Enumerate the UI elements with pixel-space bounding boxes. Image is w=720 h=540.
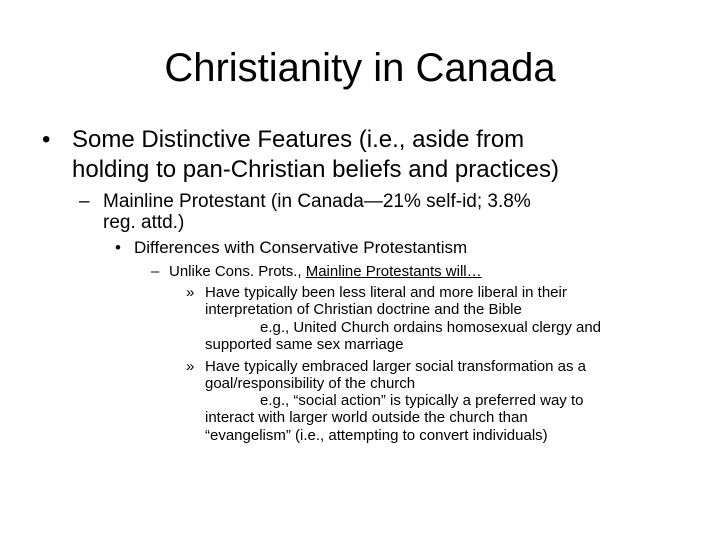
level2-line2: reg. attd.) bbox=[103, 212, 185, 233]
level4-line1 bbox=[169, 263, 482, 281]
level1-line1: Some Distinctive Features (i.e., aside from bbox=[72, 126, 525, 153]
level4-underlined: Mainline Protestants will… bbox=[305, 263, 482, 280]
level5a-line2: interpretation of Christian doctrine and the Bible bbox=[205, 301, 522, 318]
bullet-level4: – bbox=[151, 263, 160, 280]
level5b-line2: goal/responsibility of the church bbox=[205, 375, 416, 392]
level5b-line3: e.g., “social action” is typically a preferred way to bbox=[260, 392, 584, 409]
level5b-line5: “evangelism” (i.e., attempting to convert individuals) bbox=[205, 427, 548, 444]
level2-line1: Mainline Protestant (in Canada—21% self-id; 3.8% bbox=[103, 191, 531, 212]
bullet-level5b: » bbox=[186, 358, 195, 375]
level5a-line3: e.g., United Church ordains homosexual clergy and bbox=[260, 319, 602, 336]
level4-prefix: Unlike Cons. Prots., bbox=[169, 263, 306, 280]
slide-title: Christianity in Canada bbox=[164, 46, 556, 90]
bullet-level2: – bbox=[79, 191, 90, 212]
level5a-line1: Have typically been less literal and more liberal in their bbox=[205, 284, 567, 301]
level5b-line4: interact with larger world outside the church than bbox=[205, 409, 528, 426]
level3-line1: Differences with Conservative Protestantism bbox=[134, 238, 468, 257]
level1-line2: holding to pan-Christian beliefs and practices) bbox=[72, 156, 559, 183]
bullet-level3: • bbox=[115, 238, 121, 257]
level5b-line1: Have typically embraced larger social transformation as a bbox=[205, 358, 586, 375]
level5a-line4: supported same sex marriage bbox=[205, 336, 404, 353]
bullet-level5a: » bbox=[186, 284, 195, 301]
bullet-level1: • bbox=[42, 126, 51, 153]
